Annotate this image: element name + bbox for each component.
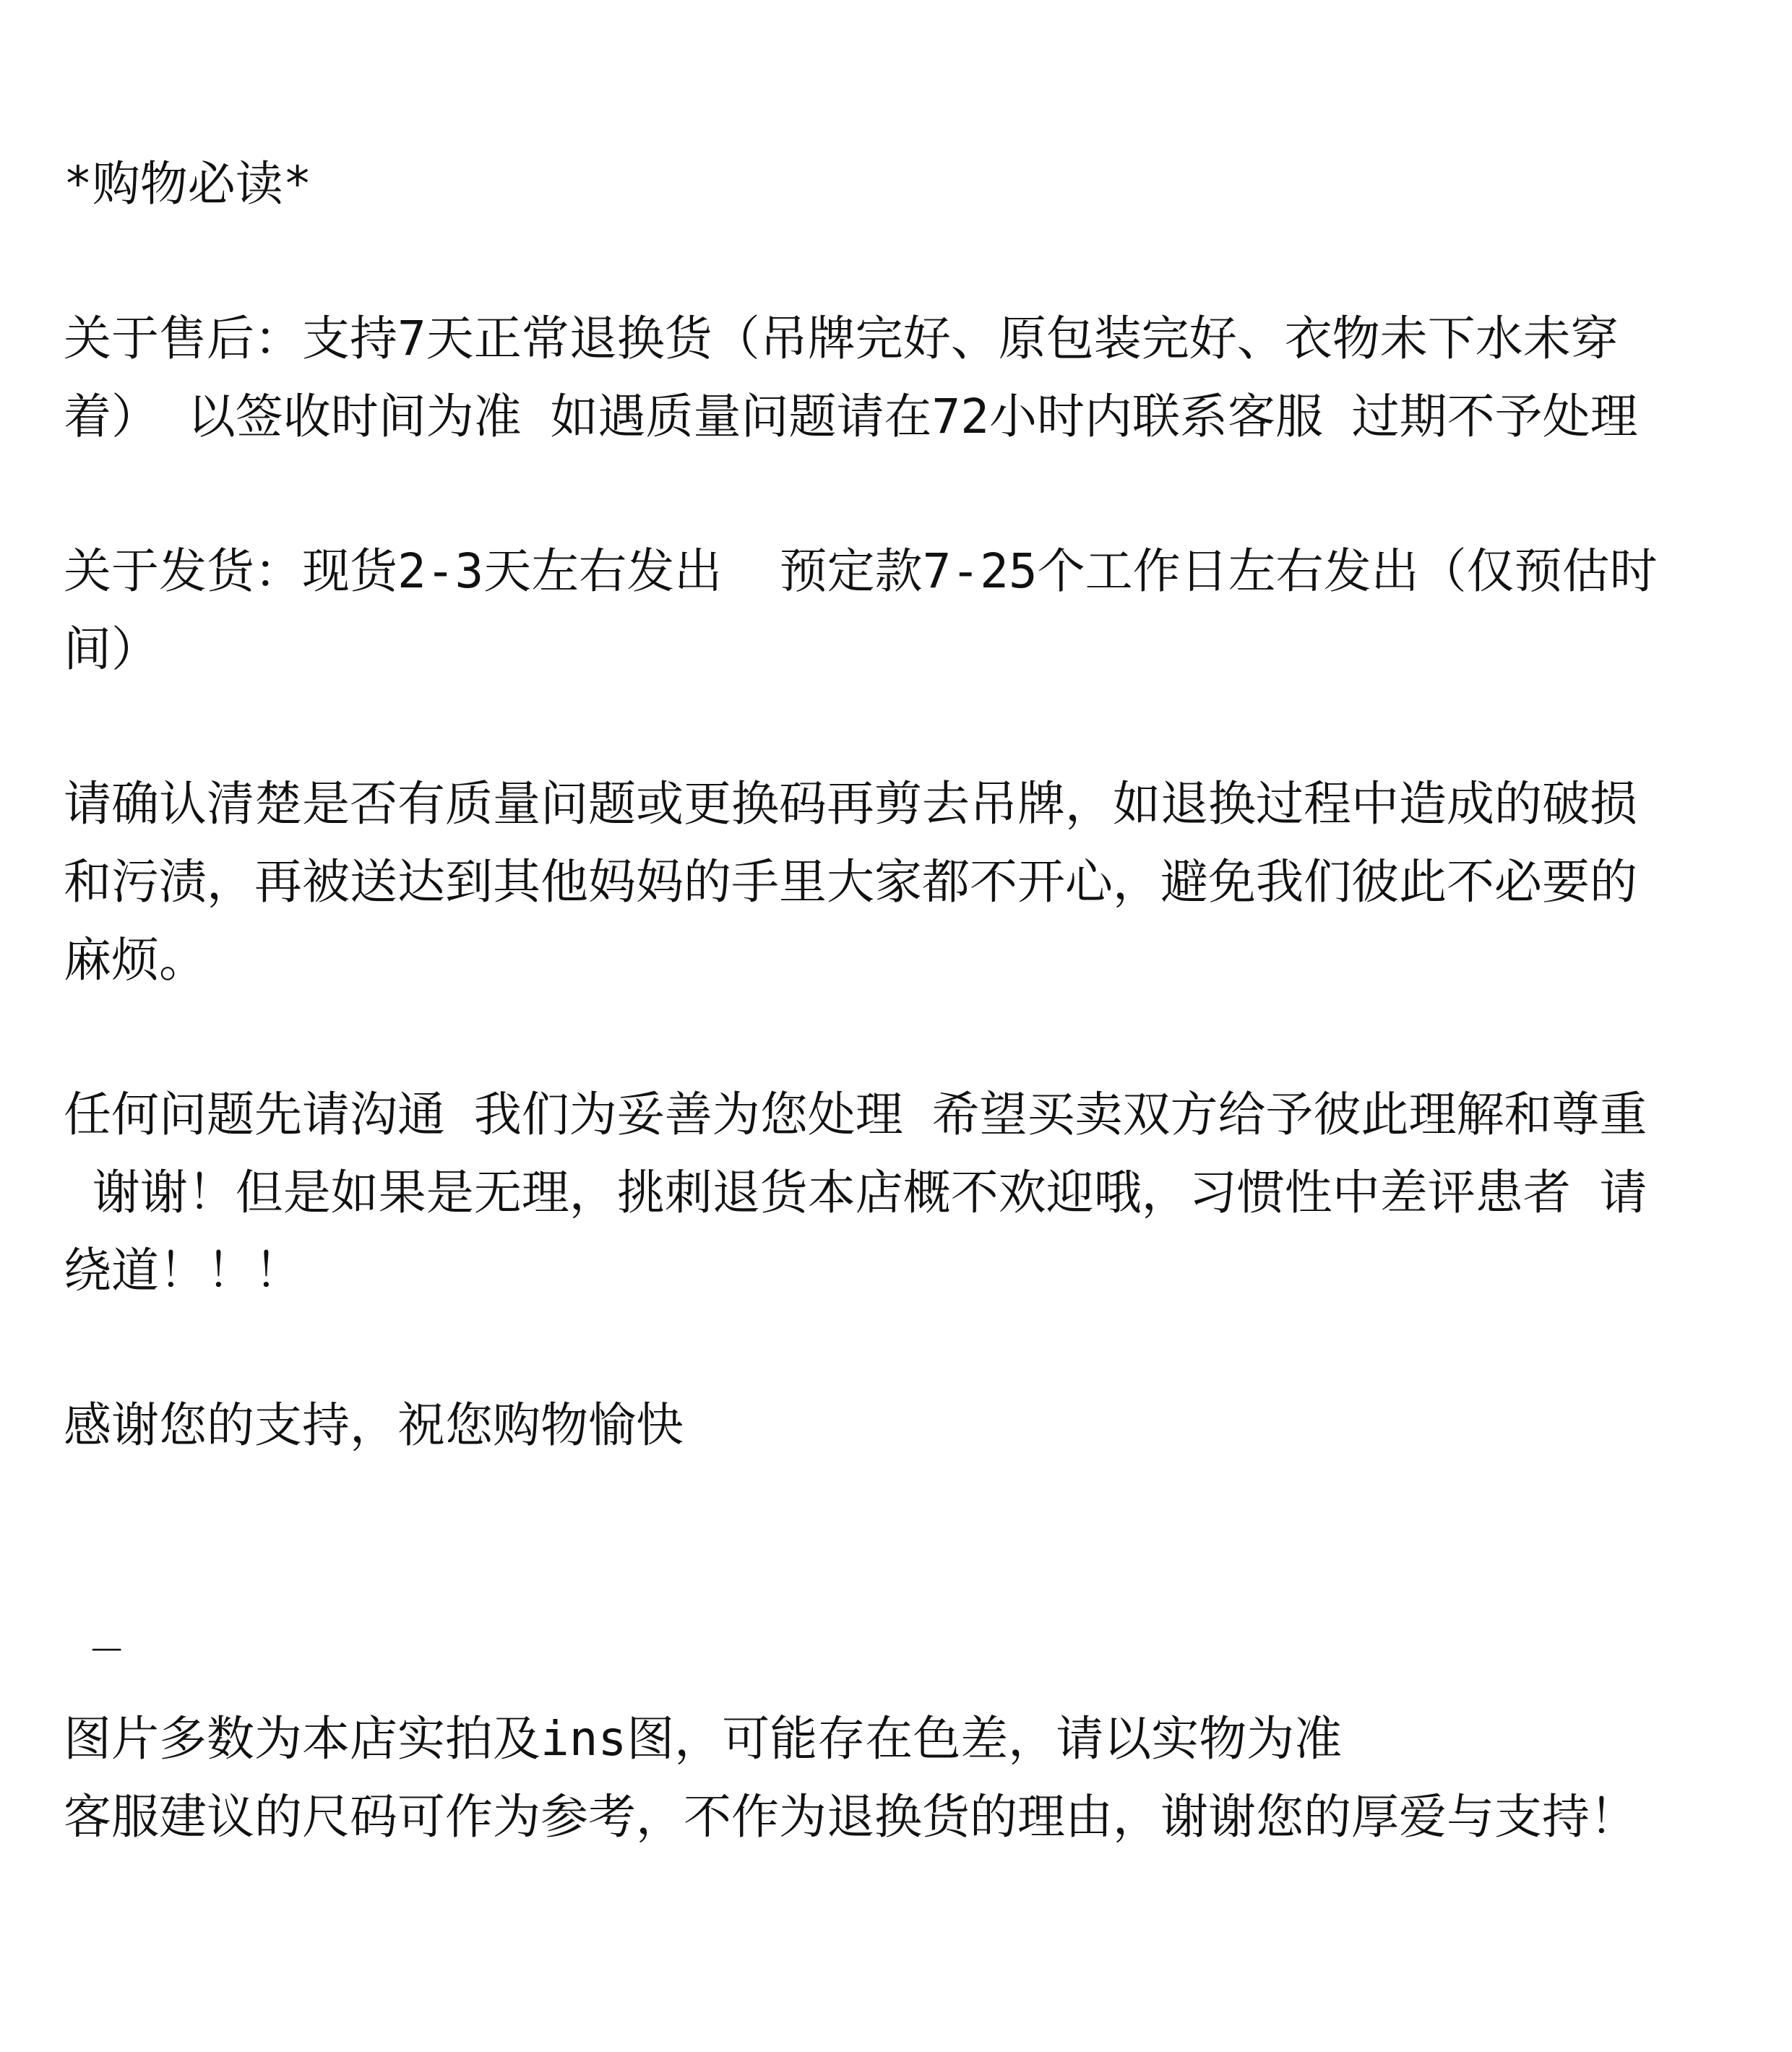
after-sales-line-2: 着） 以签收时间为准 如遇质量问题请在72小时内联系客服 过期不予处理: [64, 389, 1638, 444]
communication-line-3: 绕道！！！: [64, 1243, 302, 1298]
shopping-notice-page: [64, 0, 1783, 2052]
notice-heading: *购物必读*: [64, 156, 312, 212]
confirm-line-2: 和污渍，再被送达到其他妈妈的手里大家都不开心，避免我们彼此不必要的: [64, 854, 1637, 910]
disclaimer-line-1: 图片多数为本店实拍及ins图，可能存在色差，请以实物为准: [64, 1711, 1343, 1767]
communication-line-1: 任何问题先请沟通 我们为妥善为您处理 希望买卖双方给予彼此理解和尊重: [64, 1087, 1647, 1142]
communication-line-2: 谢谢！但是如果是无理，挑刺退货本店概不欢迎哦，习惯性中差评患者 请: [64, 1165, 1647, 1220]
shipping-line-2: 间）: [64, 621, 159, 677]
thanks-line: 感谢您的支持，祝您购物愉快: [64, 1397, 684, 1453]
disclaimer-line-2: 客服建议的尺码可作为参考，不作为退换货的理由，谢谢您的厚爱与支持！: [64, 1789, 1637, 1845]
after-sales-line-1: 关于售后：支持7天正常退换货（吊牌完好、原包装完好、衣物未下水未穿: [64, 311, 1619, 366]
shipping-line-1: 关于发货：现货2-3天左右发出 预定款7-25个工作日左右发出（仅预估时: [64, 543, 1658, 599]
confirm-line-1: 请确认清楚是否有质量问题或更换码再剪去吊牌，如退换过程中造成的破损: [64, 776, 1637, 832]
divider-mark: _: [64, 1595, 121, 1651]
confirm-line-3: 麻烦。: [64, 932, 207, 988]
